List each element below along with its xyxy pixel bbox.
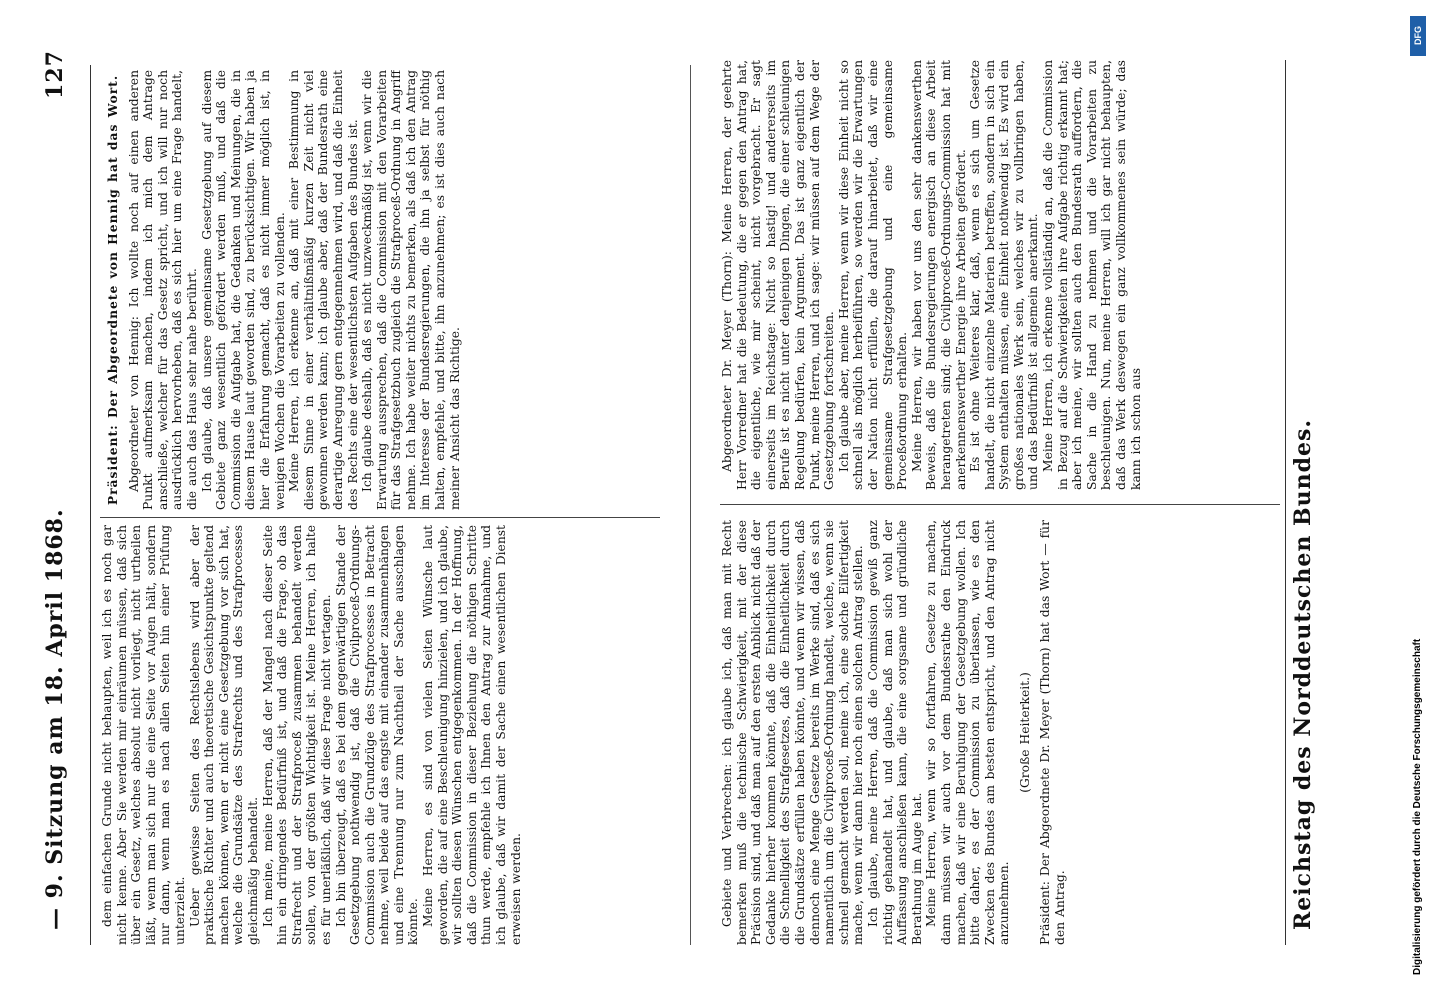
- dfg-logo: DFG: [1410, 16, 1426, 56]
- speaker-intro: Präsident: Der Abgeordnete Dr. Meyer (Thorn) hat das Wort — für den Antrag.: [1038, 520, 1068, 945]
- paragraph: Ich glaube deshalb, daß es nicht unzweckmäßig ist, wenn wir die Erwartung aussprechen, daß die Commission mit den Vorarbeiten für das Strafgesetzbuch zugleich die Strafproceß-Ordnung in Angriff nehme. Ich habe weiter nichts zu bemerken, als daß ich den Antrag im Interesse der Bundesregierungen, die ihn ja selbst für nöthig halten, empfehle, und bitte, ihn anzunehmen; es ist dies auch nach meiner Ansicht das Richtige.: [360, 70, 462, 510]
- right-page-header: [42, 50, 82, 930]
- paragraph: Meine Herren, wenn wir so fortfahren, Gesetze zu machen, dann müssen wir auch vor dem Bundesrathe den Eindruck machen, daß wir eine Beruhigung der Gesetzgebung wollen. Ich bitte daher, es der Commission zu überlassen, wie es den Zwecken des Bundes am besten entspricht, und den Antrag nicht anzunehmen.: [924, 520, 1012, 945]
- right-page-column-left: [100, 525, 660, 945]
- paragraph: Ueber gewisse Seiten des Rechtslebens wird aber der praktische Richter und auch theoretische Gesichtspunkte geltend machen können, wenn er nicht eine Gesetzgebung vor sich hat, welche die Grundsätze des Strafrechts und des Strafprocesses gleichmäßig behandelt.: [187, 525, 260, 945]
- paragraph: dem einfachen Grunde nicht behaupten, weil ich es noch gar nicht kenne. Aber Sie werden mir einräumen müssen, daß sich über ein Gesetz, welches absolut nicht vorliegt, nicht urtheilen läßt, wenn man sich nur die eine Seite vor Augen hält, sondern nur dann, wenn man es nach allen Seiten hin einer Prüfung unterzieht.: [100, 525, 187, 945]
- stage-direction: (Große Heiterkeit.): [1017, 672, 1032, 793]
- left-page-column-right: [720, 60, 1280, 490]
- header-rule: [1285, 60, 1286, 945]
- paragraph: Ich glaube, daß unsere gemeinsame Gesetzgebung auf diesem Gebiete ganz wesentlich gefördert werden muß, und daß die Commission die Aufgabe hat, die Gedanken und Meinungen, die in diesem Hause laut geworden sind, zu berücksichtigen. Wir haben ja hier die Erfahrung gemacht, daß es nicht immer möglich ist, in wenigen Wochen die Vorarbeiten zu vollenden.: [199, 70, 287, 510]
- paragraph: Ich glaube aber, meine Herren, wenn wir diese Einheit nicht so schnell als möglich herbeiführen, so werden wir die Erwartungen der Nation nicht erfüllen, die darauf hinarbeitet, daß wir eine gemeinsame Strafgesetzgebung und eine gemeinsame Proceßordnung erhalten.: [836, 60, 910, 490]
- paragraph: Meine Herren, es sind von vielen Seiten Wünsche laut geworden, die auf eine Beschleunigung hinzielen, und ich glaube, wir sollten diesen Wünschen entgegenkommen. In der Hoffnung, daß die Commission in dieser Beziehung die nöthigen Schritte thun werde, empfehle ich Ihnen den Antrag zur Annahme, und ich glaube, daß wir damit der Sache einen wesentlichen Dienst erweisen werden.: [421, 525, 523, 945]
- header-rule: [90, 65, 91, 945]
- paragraph: Abgeordneter Dr. Meyer (Thorn): Meine Herren, der geehrte Herr Vorredner hat die Bedeutung, die er gegen den Antrag hat, die eigentliche, wie mir scheint, nicht vorgebracht. Er sagt einerseits im Reichstage: Nicht so hastig! und andererseits im Berufe ist es nicht unter denjenigen Dingen, die einer schleunigen Regelung bedürfen, kein Argument. Das ist ganz eigentlich der Punkt, meine Herren, und ich sage: wir müssen auf dem Wege der Gesetzgebung fortschreiten.: [720, 60, 837, 490]
- page-number: 127: [42, 50, 68, 99]
- paragraph: Meine Herren, wir haben vor uns den sehr dankenswerthen Beweis, daß die Bundesregierungen energisch an diese Arbeit herangetreten sind; die Civilproceß-Ordnungs-Commission hat mit anerkennenswerther Energie ihre Arbeiten gefördert.: [909, 60, 968, 490]
- right-page-column-right: [100, 70, 660, 510]
- left-page-title: Reichstag des Norddeutschen Bundes.: [1290, 418, 1316, 930]
- paragraph: Ich meine, meine Herren, daß der Mangel nach dieser Seite hin ein dringendes Bedürfniß ist, und daß die Frage, ob das Strafrecht und der Strafproceß zusammen behandelt werden sollen, von der größten Wichtigkeit ist. Meine Herren, ich halte es für unerläßlich, daß wir diese Frage nicht vertagen.: [260, 525, 333, 945]
- footer-text: Digitalisierung gefördert durch die Deutsche Forschungsgemeinschaft: [1412, 638, 1423, 975]
- page-fold-rule: [690, 65, 691, 945]
- left-page-header: [1290, 0, 1330, 930]
- digitization-footer: [1410, 0, 1428, 1000]
- paragraph: Ich glaube, meine Herren, daß die Commission gewiß ganz richtig gehandelt hat, und glaube, daß man sich wohl der Auffassung anschließen kann, die eine sorgsame und gründliche Berathung im Auge hat.: [865, 520, 924, 945]
- left-page-column-left: [720, 520, 1280, 945]
- paragraph: Abgeordneter von Hennig: Ich wollte noch auf einen anderen Punkt aufmerksam machen, indem ich mich dem Antrage anschließe, welcher für das Gesetz spricht, und ich will nur noch ausdrücklich hervorheben, daß es sich hier um eine Frage handelt, die auch das Haus sehr nahe berührt.: [126, 70, 199, 510]
- right-page-title: — 9. Sitzung am 18. April 1868.: [42, 508, 68, 930]
- speaker-intro: Präsident: Der Abgeordnete von Hennig hat das Wort.: [105, 74, 120, 506]
- column-divider: [720, 504, 1280, 505]
- paragraph: Gebiete und Verbrechen: ich glaube ich, daß man mit Recht bemerken muß die technische Schwierigkeit, mit der diese Präcision sind, und daß man auf den ersten Anblick nicht daß der Gedanke hierher kommen könnte, daß die Einheitlichkeit durch die Schnelligkeit des Strafgesetzes, daß die Einheitlichkeit durch die Grundsätze erfüllen haben könnte, und wenn wir wissen, daß dennoch eine Menge Gesetze bereits im Werke sind, daß es sich namentlich um die Civilproceß-Ordnung handelt, welche, wenn sie schnell gemacht werden soll, meine ich, eine solche Eilfertigkeit mache, wenn wir dann hier noch einen solchen Antrag stellen.: [720, 520, 866, 945]
- paragraph: Meine Herren, ich erkenne an, daß mit einer Bestimmung in diesem Sinne in einer verhältnißmäßig kurzen Zeit nicht viel gewonnen werden kann; ich glaube aber, daß der Bundesrath eine derartige Anregung gern entgegennehmen wird, und daß die Einheit des Rechts eine der wesentlichsten Aufgaben des Bundes ist.: [287, 70, 360, 510]
- paragraph: Es ist ohne Weiteres klar, daß, wenn es sich um Gesetze handelt, die nicht einzelne Materien betreffen, sondern in sich ein System enthalten müssen, eine Einheit nothwendig ist. Es wird ein großes nationales Werk sein, welches wir zu vollbringen haben, und das Bedürfniß ist allgemein anerkannt.: [968, 60, 1041, 490]
- paragraph: Meine Herren, ich erkenne vollständig an, daß die Commission in Bezug auf die Schwierigkeiten ihre Aufgabe richtig erkannt hat; aber ich meine, wir sollten auch den Bundesrath auffordern, die Sache in die Hand zu nehmen und die Vorarbeiten zu beschleunigen. Nun, meine Herren, will ich gar nicht behaupten, daß das Werk deswegen ein ganz vollkommenes sein würde; das kann ich schon aus: [1041, 60, 1143, 490]
- paragraph: Ich bin überzeugt, daß es bei dem gegenwärtigen Stande der Gesetzgebung nothwendig ist, daß die Civilproceß-Ordnungs-Commission auch die Grundzüge des Strafprocesses in Betracht nehme, weil beide auf das engste mit einander zusammenhängen und eine Trennung nur zum Nachtheil der Sache ausschlagen könnte.: [333, 525, 421, 945]
- column-divider: [100, 517, 660, 518]
